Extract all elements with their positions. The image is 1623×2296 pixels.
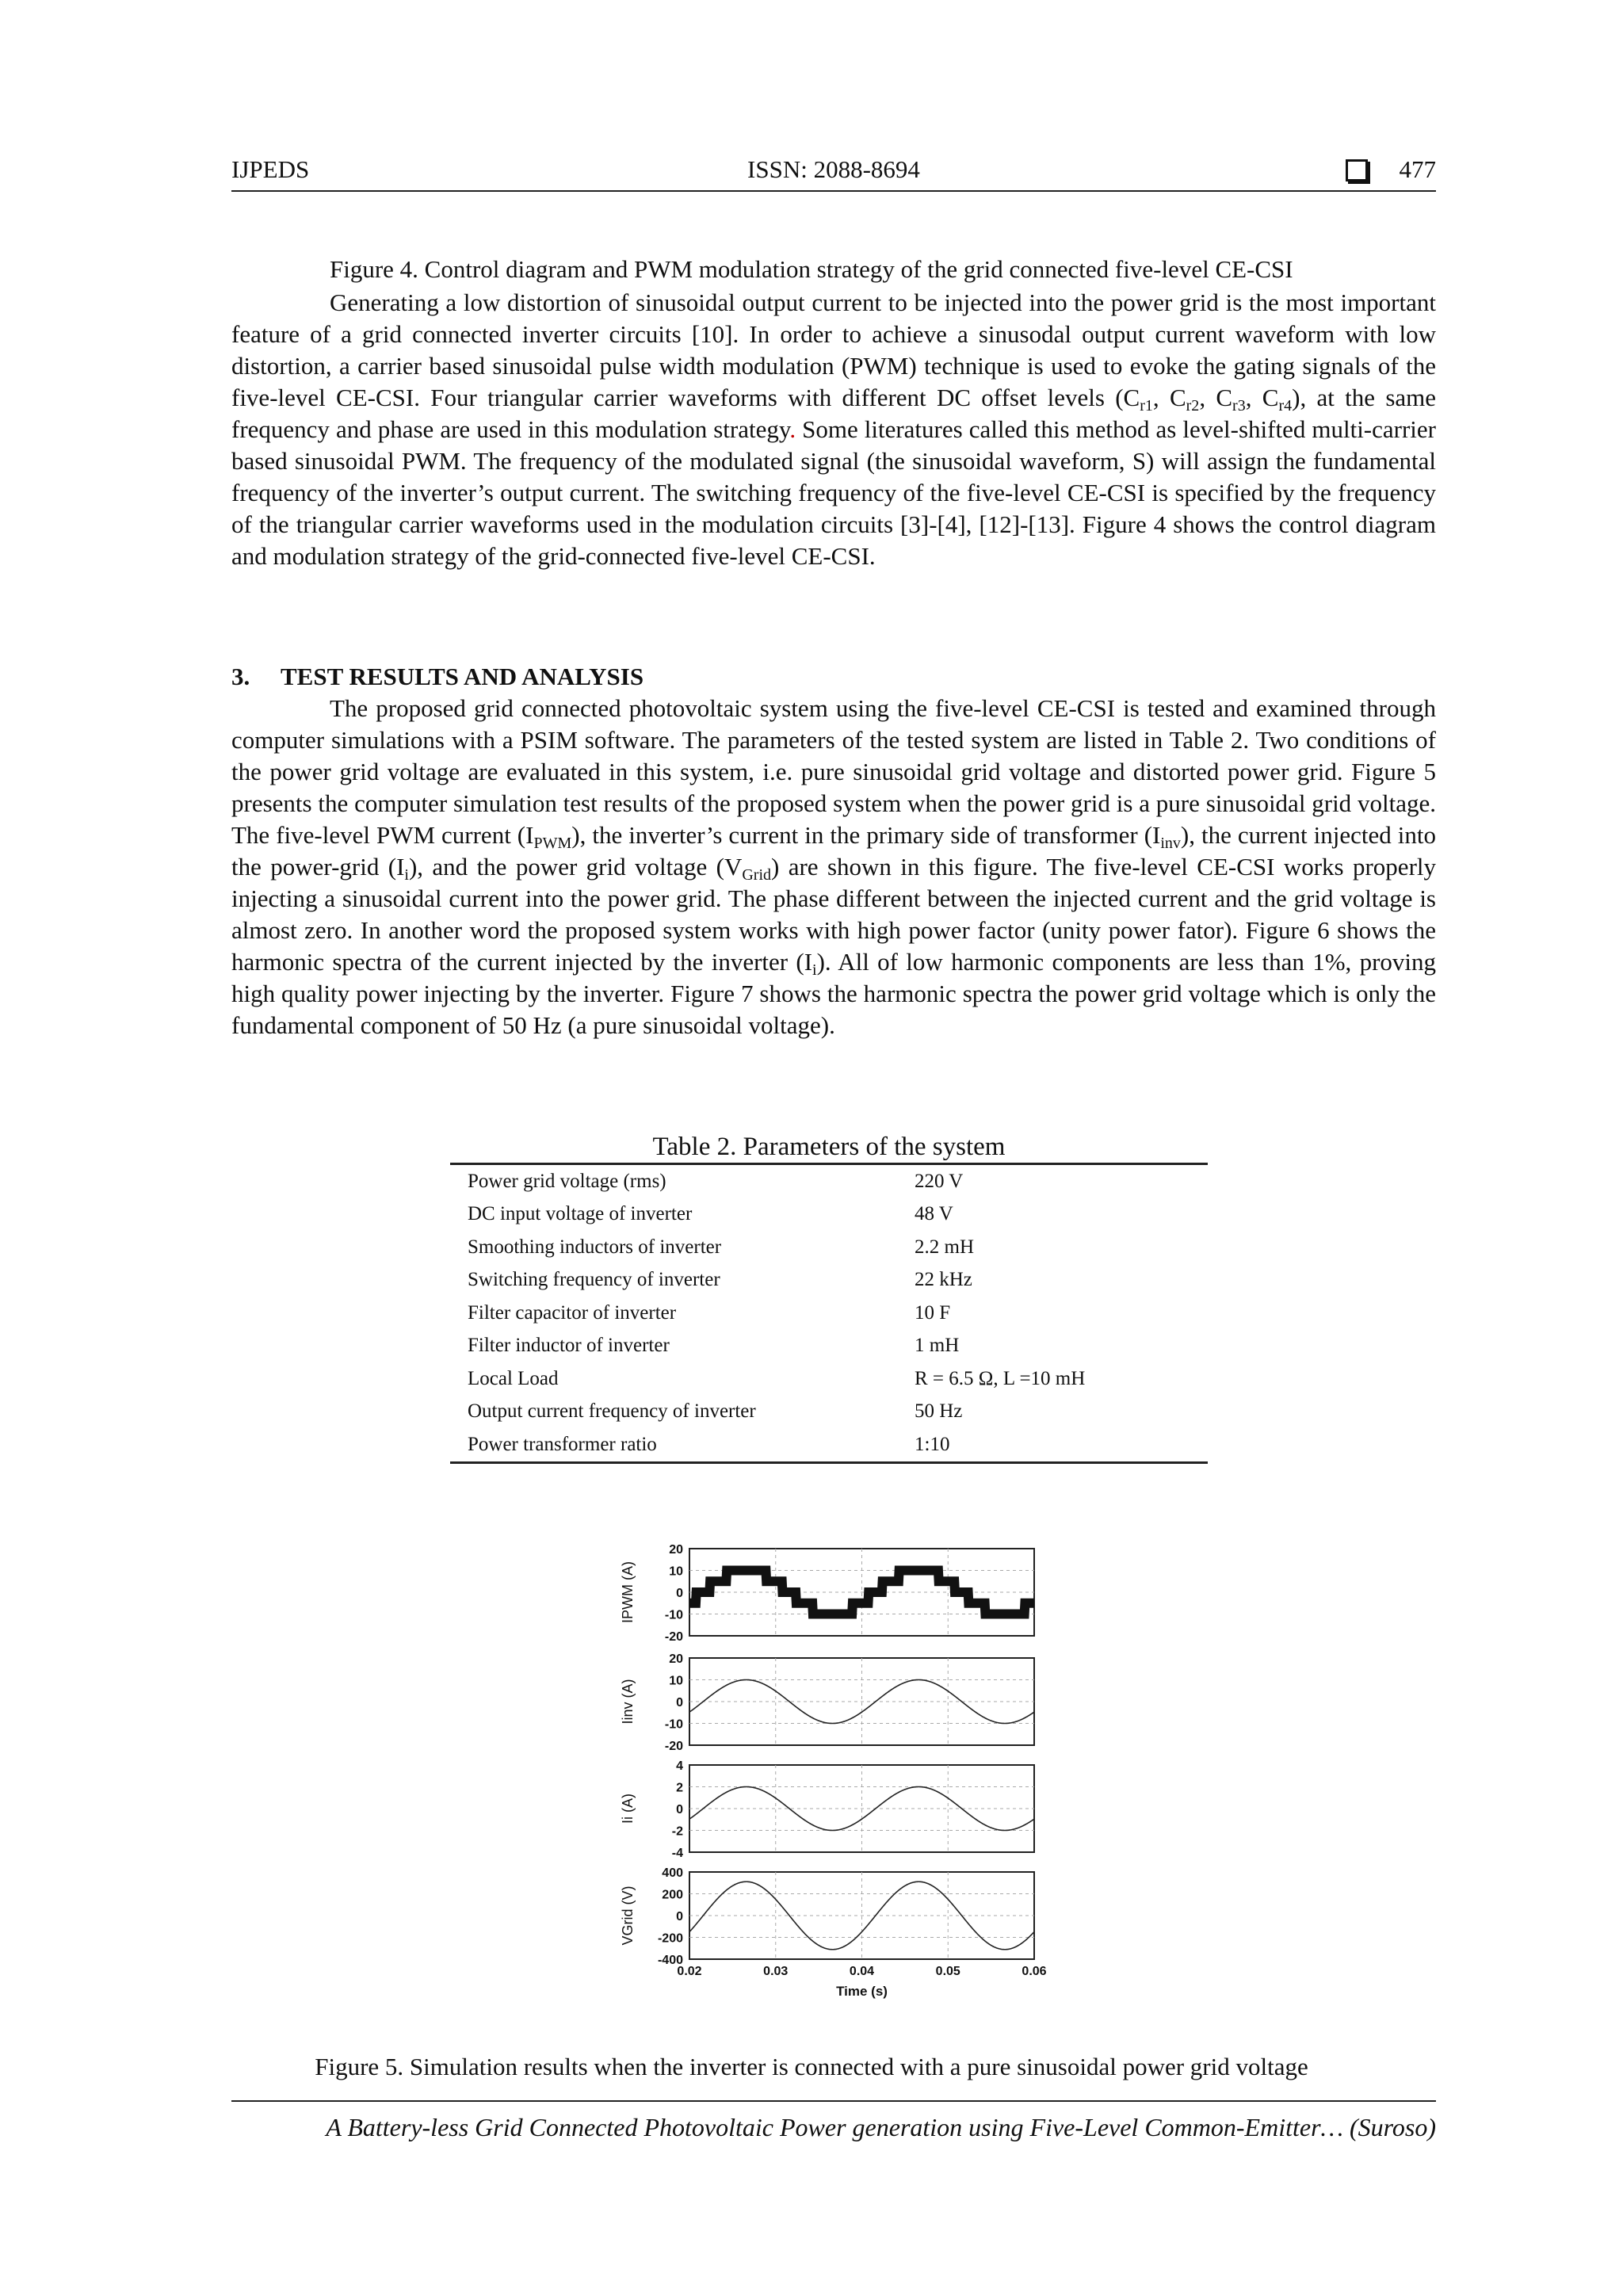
param-value: 22 kHz bbox=[915, 1269, 972, 1291]
page-header bbox=[231, 155, 1436, 192]
y-axis-label: Iinv (A) bbox=[620, 1679, 636, 1725]
param-value: 48 V bbox=[915, 1203, 953, 1225]
figure-5-caption: Figure 5. Simulation results when the inverter is connected with a pure sinusoidal power grid voltage bbox=[315, 2053, 1308, 2080]
param-value: 1:10 bbox=[915, 1433, 950, 1455]
y-tick-label: -10 bbox=[664, 1608, 683, 1622]
param-name: Smoothing inductors of inverter bbox=[468, 1236, 722, 1258]
table-caption: Table 2. Parameters of the system bbox=[652, 1133, 1006, 1161]
param-name: Output current frequency of inverter bbox=[468, 1400, 756, 1423]
square-bullet-icon bbox=[1346, 159, 1368, 181]
x-tick-label: 0.06 bbox=[1022, 1965, 1047, 1978]
y-tick-label: 10 bbox=[669, 1564, 683, 1579]
y-tick-label: -400 bbox=[657, 1954, 683, 1967]
param-name: Power grid voltage (rms) bbox=[468, 1170, 666, 1192]
param-name: Filter inductor of inverter bbox=[468, 1335, 670, 1357]
y-axis-label: VGrid (V) bbox=[620, 1885, 636, 1946]
y-tick-label: 10 bbox=[669, 1674, 683, 1688]
param-value: 1 mH bbox=[915, 1335, 960, 1357]
page-number: 477 bbox=[1399, 155, 1436, 183]
issn: ISSN: 2088-8694 bbox=[747, 155, 920, 183]
param-name: Filter capacitor of inverter bbox=[468, 1301, 677, 1324]
paragraph-results: The proposed grid connected photovoltaic system using the five-level CE-CSI is tested and examined through computer simulations with a PSIM software. The parameters of the tested system are listed in Table 2. Two conditions of the power grid voltage are evaluated in this system, i.e. pure sinusoidal grid voltage and distorted power grid. Figure 5 presents the computer simulation test results of the proposed system when the power grid is a pure sinusoidal grid voltage. The five-level PWM current $(I_{PWM})$, the inverter’s current in the primary side of transformer $(I_{inv})$, the current injected into the power-grid $(I_i)$, and the power grid voltage $(V_{Grid})$ are shown in this figure. The five-level CE-CSI works properly injecting a sinusoidal current into the power grid. The phase different between the injected current and the grid voltage is almost zero. In another word the proposed system works with high power factor (unity power fator). Figure 6 shows the harmonic spectra of the current injected by the inverter $(I_i)$. All of low harmonic components are less than 1%, proving high quality power injecting by the inverter. Figure 7 shows the harmonic spectra the power grid voltage which is only the fundamental component of 50 Hz (a pure sinusoidal voltage). bbox=[231, 694, 1437, 1039]
x-tick-label: 0.03 bbox=[763, 1965, 789, 1978]
param-name: Switching frequency of inverter bbox=[468, 1269, 720, 1291]
paragraph-modulation: Generating a low distortion of sinusoidal output current to be injected into the power grid is the most important feature of a grid connected inverter circuits [10]. In order to achieve a sinusodal output current waveform with low distortion, a carrier based sinusoidal pulse width modulation (PWM) technique is used to evoke the gating signals of the five-level CE-CSI. Four triangular carrier waveforms with different DC offset levels ($C_{r1}$, $C_{r2}$, $C_{r3}$, $C_{r4}$), at the same frequency and phase are used in this modulation strategy. Some literatures called this method as level-shifted multi-carrier based sinusoidal PWM. The frequency of the modulated signal (the sinusoidal waveform, S) will assign the fundamental frequency of the inverter’s output current. The switching frequency of the five-level CE-CSI is specified by the frequency of the triangular carrier waveforms used in the modulation circuits [3]-[4], [12]-[13]. Figure 4 shows the control diagram and modulation strategy of the grid-connected five-level CE-CSI. bbox=[231, 288, 1437, 570]
y-tick-label: -20 bbox=[664, 1740, 683, 1753]
param-value: 220 V bbox=[915, 1170, 964, 1192]
y-tick-label: 400 bbox=[662, 1866, 683, 1880]
param-name: Local Load bbox=[468, 1367, 559, 1389]
param-name: DC input voltage of inverter bbox=[468, 1203, 693, 1225]
y-tick-label: -10 bbox=[664, 1717, 683, 1732]
y-tick-label: 0 bbox=[676, 1803, 683, 1817]
y-tick-label: 4 bbox=[676, 1759, 683, 1773]
section-heading: 3. TEST RESULTS AND ANALYSIS bbox=[231, 663, 644, 690]
journal-name: IJPEDS bbox=[231, 155, 310, 183]
table-row bbox=[450, 1396, 1208, 1429]
y-tick-label: 200 bbox=[662, 1888, 683, 1902]
y-axis-label: IPWM (A) bbox=[620, 1561, 636, 1623]
y-tick-label: -200 bbox=[657, 1931, 683, 1946]
x-tick-label: 0.05 bbox=[935, 1965, 960, 1978]
x-tick-label: 0.04 bbox=[849, 1965, 875, 1978]
parameters-table-body bbox=[450, 1163, 1208, 1464]
x-tick-label: 0.02 bbox=[677, 1965, 702, 1978]
table-row bbox=[450, 1330, 1208, 1363]
param-value: 50 Hz bbox=[915, 1400, 963, 1423]
param-value: 10 F bbox=[915, 1301, 951, 1324]
y-tick-label: 0 bbox=[676, 1587, 683, 1600]
param-value: R = 6.5 Ω, L =10 mH bbox=[915, 1367, 1086, 1389]
y-tick-label: 20 bbox=[669, 1652, 683, 1666]
param-name: Power transformer ratio bbox=[468, 1433, 657, 1455]
y-tick-label: 2 bbox=[676, 1781, 683, 1795]
figure-4-caption: Figure 4. Control diagram and PWM modulation strategy of the grid connected five-level CE-CSI bbox=[330, 255, 1293, 283]
table-row bbox=[450, 1264, 1208, 1297]
x-axis-label: Time (s) bbox=[836, 1984, 888, 1999]
figure-5-simulation-plots bbox=[610, 1533, 1054, 2024]
table-row bbox=[450, 1297, 1208, 1330]
y-tick-label: -2 bbox=[671, 1824, 683, 1839]
param-value: 2.2 mH bbox=[915, 1236, 974, 1258]
y-tick-label: 20 bbox=[669, 1543, 683, 1557]
table-row bbox=[450, 1231, 1208, 1264]
page-footer: A Battery-less Grid Connected Photovoltaic Power generation using Five-Level Common-Emitter… (Suroso) bbox=[231, 2100, 1436, 2142]
table-row bbox=[450, 1198, 1208, 1232]
table-row bbox=[450, 1362, 1208, 1396]
y-tick-label: 0 bbox=[676, 1910, 683, 1924]
table-row bbox=[450, 1428, 1208, 1462]
y-tick-label: -4 bbox=[671, 1847, 683, 1860]
y-tick-label: -20 bbox=[664, 1630, 683, 1644]
table-row bbox=[450, 1164, 1208, 1198]
y-tick-label: 0 bbox=[676, 1696, 683, 1710]
parameters-table bbox=[450, 1131, 1208, 1464]
header-right bbox=[1346, 155, 1437, 184]
y-axis-label: Ii (A) bbox=[620, 1794, 636, 1824]
